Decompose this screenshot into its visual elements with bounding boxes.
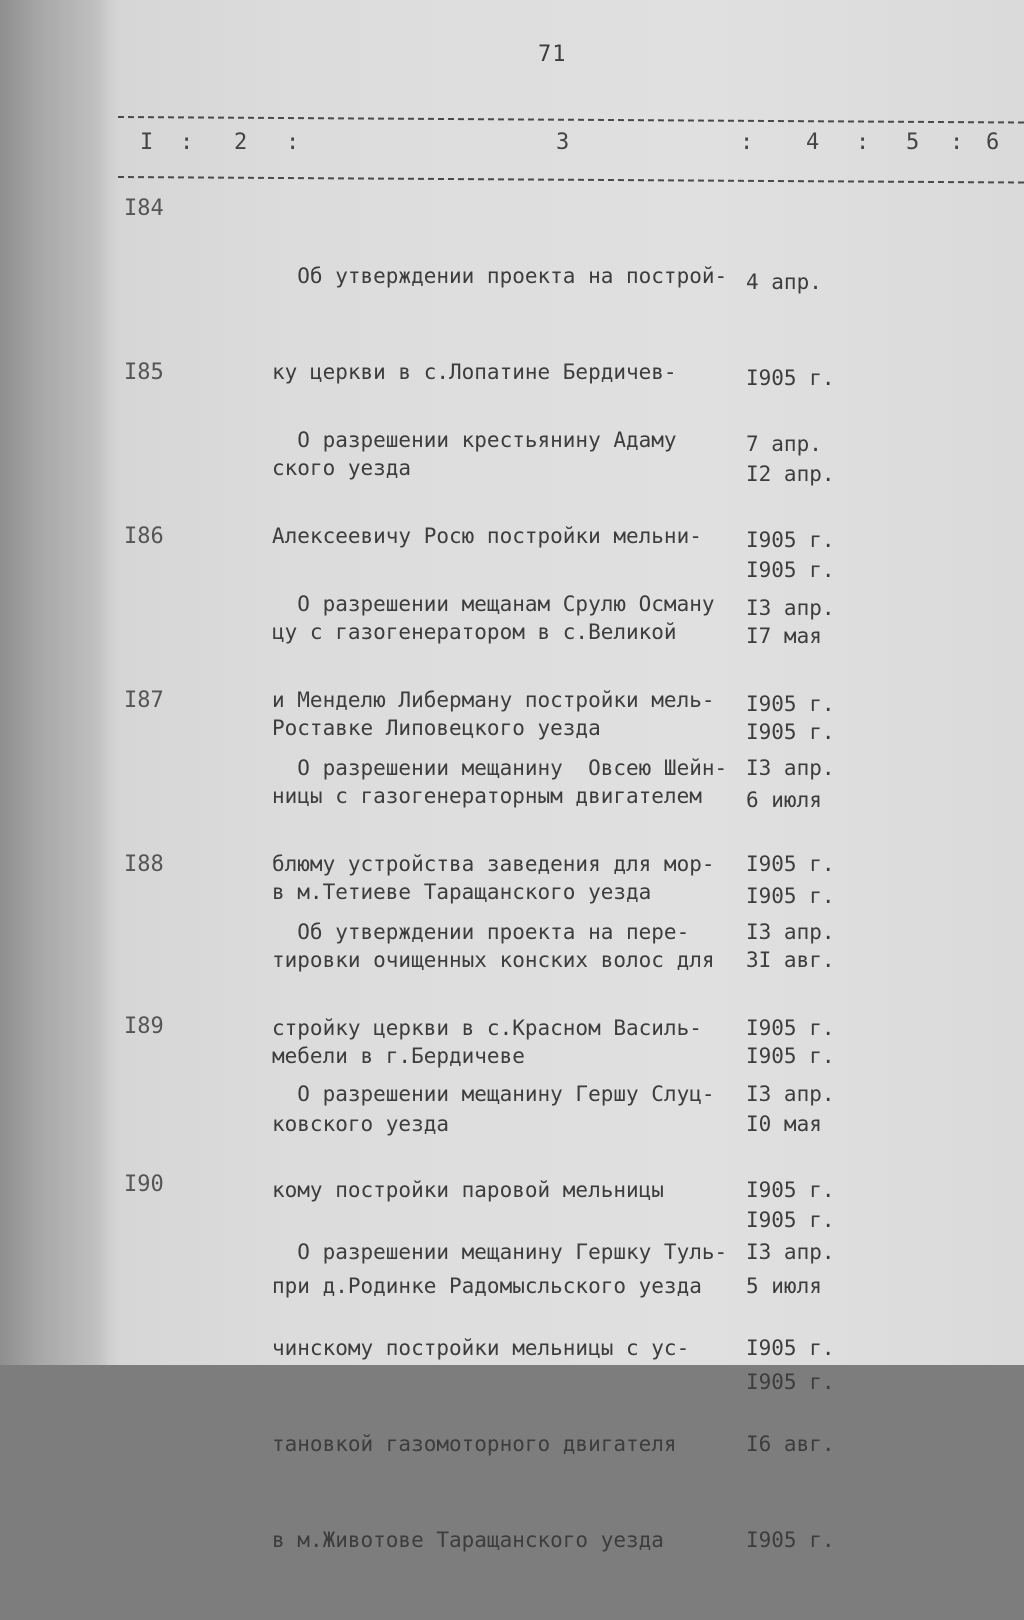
description-line: тановкой газомоторного двигателя: [272, 1432, 677, 1456]
end-year: I905 г.: [746, 1370, 835, 1394]
end-year: I905 г.: [746, 1528, 835, 1552]
end-year: I905 г.: [746, 558, 835, 582]
end-year: I905 г.: [746, 1044, 835, 1068]
column-header-3: 3: [556, 130, 570, 155]
description-line: чинскому постройки мельницы с ус-: [272, 1336, 690, 1360]
column-header-6: 6: [986, 130, 1000, 155]
end-year: I905 г.: [746, 884, 835, 908]
column-header-2: 2: [234, 130, 248, 155]
column-separator: :: [950, 130, 964, 155]
start-date: I3 апр.: [746, 756, 835, 780]
end-date: I0 мая: [746, 1112, 822, 1136]
description-line: О разрешении мещанам Срулю Осману: [272, 592, 715, 616]
start-year: I905 г.: [746, 528, 835, 552]
description-line: в м.Животове Таращанского уезда: [272, 1528, 664, 1552]
start-date: I3 апр.: [746, 596, 835, 620]
description-line: тировки очищенных конских волос для: [272, 948, 715, 972]
column-separator: :: [856, 130, 870, 155]
description-line: стройку церкви в с.Красном Василь-: [272, 1016, 702, 1040]
column-separator: :: [180, 130, 194, 155]
column-header-4: 4: [806, 130, 820, 155]
description-line: О разрешении мещанину Гершу Слуц-: [272, 1082, 715, 1106]
description-line: О разрешении мещанину Гершку Туль-: [272, 1240, 728, 1264]
column-separator: :: [286, 130, 300, 155]
description-line: ку церкви в с.Лопатине Бердичев-: [272, 360, 677, 384]
column-header-5: 5: [906, 130, 920, 155]
end-date: I6 авг.: [746, 1432, 835, 1456]
description-line: цу с газогенератором в с.Великой: [272, 620, 677, 644]
description-line: ковского уезда: [272, 1112, 450, 1136]
page-number: 71: [538, 42, 567, 67]
start-year: I905 г.: [746, 1016, 835, 1040]
start-year: I905 г.: [746, 1178, 835, 1202]
description-line: и Менделю Либерману постройки мель-: [272, 688, 715, 712]
entry-description: [272, 1172, 742, 1620]
end-year: I905 г.: [746, 720, 835, 744]
start-year: I905 г.: [746, 366, 835, 390]
description-line: блюму устройства заведения для мор-: [272, 852, 715, 876]
entry-number: I85: [124, 360, 164, 385]
entry-number: I86: [124, 524, 164, 549]
entry-dates: [746, 1172, 856, 1620]
description-line: Роставке Липовецкого уезда: [272, 716, 601, 740]
column-separator: :: [740, 130, 754, 155]
start-date: 4 апр.: [746, 270, 822, 294]
description-line: при д.Родинке Радомысльского уезда: [272, 1274, 702, 1298]
header-rule-top: [118, 116, 1024, 124]
column-header-1: I: [140, 130, 154, 155]
entry-number: I89: [124, 1014, 164, 1039]
end-date: I7 мая: [746, 624, 822, 648]
description-line: кому постройки паровой мельницы: [272, 1178, 664, 1202]
description-line: ского уезда: [272, 456, 412, 480]
entry-number: I88: [124, 852, 164, 877]
start-date: I3 апр.: [746, 1240, 835, 1264]
end-date: 6 июля: [746, 788, 822, 812]
end-date: I2 апр.: [746, 462, 835, 486]
start-year: I905 г.: [746, 692, 835, 716]
description-line: Об утверждении проекта на построй-: [272, 264, 728, 288]
table-row: [0, 1172, 1024, 1552]
entry-number: I87: [124, 688, 164, 713]
header-rule-bottom: [118, 176, 1024, 184]
description-line: в м.Тетиеве Таращанского уезда: [272, 880, 652, 904]
entry-number: I84: [124, 196, 164, 221]
start-year: I905 г.: [746, 852, 835, 876]
description-line: Об утверждении проекта на пере-: [272, 920, 690, 944]
description-line: О разрешении крестьянину Адаму: [272, 428, 677, 452]
end-date: 5 июля: [746, 1274, 822, 1298]
description-line: Алексеевичу Росю постройки мельни-: [272, 524, 702, 548]
description-line: ницы с газогенераторным двигателем: [272, 784, 702, 808]
end-year: I905 г.: [746, 1208, 835, 1232]
start-date: 7 апр.: [746, 432, 822, 456]
start-date: I3 апр.: [746, 1082, 835, 1106]
start-year: I905 г.: [746, 1336, 835, 1360]
start-date: I3 апр.: [746, 920, 835, 944]
end-date: 3I авг.: [746, 948, 835, 972]
description-line: мебели в г.Бердичеве: [272, 1044, 525, 1068]
description-line: О разрешении мещанину Овсею Шейн-: [272, 756, 728, 780]
entry-number: I90: [124, 1172, 164, 1197]
